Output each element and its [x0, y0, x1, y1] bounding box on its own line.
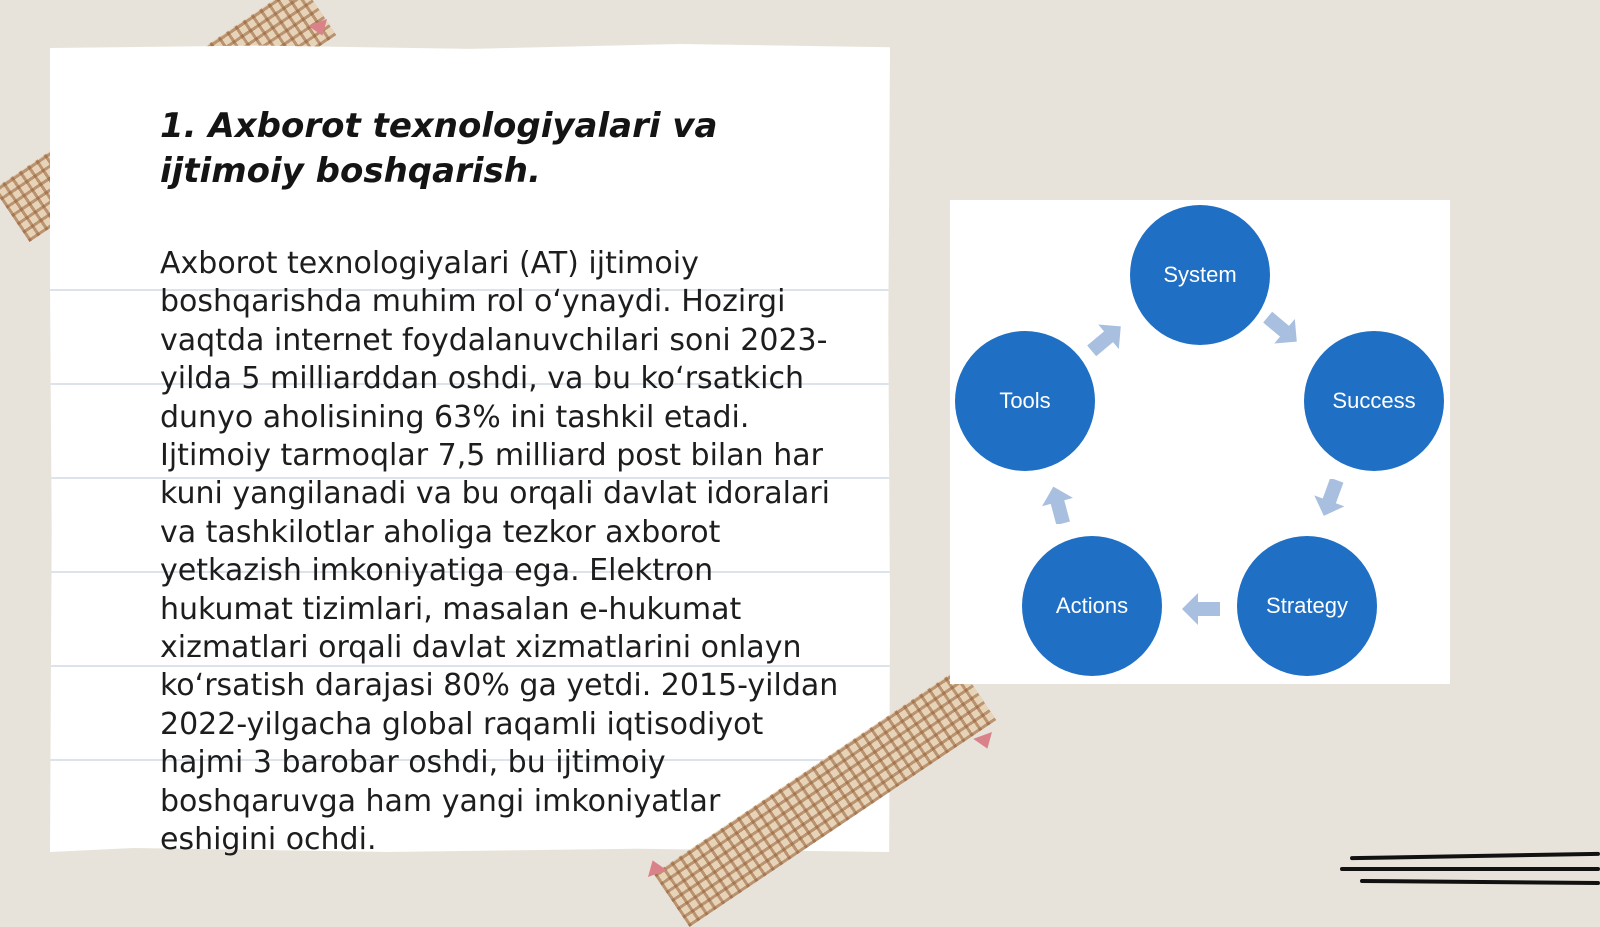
cycle-diagram [950, 200, 1450, 684]
decorative-brush-strokes [1340, 840, 1600, 900]
slide-body-text: Axborot texnologiyalari (AT) ijtimoiy boshqarishda muhim rol o‘ynaydi. Hozirgi vaqtda internet foydalanuvchilari soni 2023-yilda 5 milliarddan oshdi, va bu ko‘rsatkich dunyo aholisining 63% ini tashkil etadi. Ijtimoiy tarmoqlar 7,5 milliard post bilan har kuni yangilanadi va bu orqali davlat idoralari va tashkilotlar aholiga tezkor axborot yetkazish imkoniyatiga ega. Elektron hukumat tizimlari, masalan e-hukumat xizmatlari orqali davlat xizmatlarini onlayn ko‘rsatish darajasi 80% ga yetdi. 2015-yildan 2022-yilgacha global raqamli iqtisodiyot hajmi 3 barobar oshdi, bu ijtimoiy boshqaruvga ham yangi imkoniyatlar eshigini ochdi. [160, 246, 839, 858]
cycle-node-tools: Tools [955, 331, 1095, 471]
brush-stroke [1340, 867, 1600, 871]
cycle-node-actions: Actions [1022, 536, 1162, 676]
chevron-arrow-icon [1038, 484, 1078, 524]
cycle-node-strategy: Strategy [1237, 536, 1377, 676]
cycle-node-system: System [1130, 205, 1270, 345]
chevron-arrow-icon [1180, 589, 1220, 629]
chevron-arrow-icon [1087, 318, 1127, 358]
brush-stroke [1350, 852, 1600, 860]
chevron-arrow-icon [1263, 310, 1303, 350]
tape-pin-icon [973, 732, 997, 752]
chevron-arrow-icon [1310, 479, 1350, 519]
brush-stroke [1360, 879, 1600, 885]
cycle-node-success: Success [1304, 331, 1444, 471]
slide-title: 1. Axborot texnologiyalari va ijtimoiy boshqarish. [160, 106, 718, 191]
